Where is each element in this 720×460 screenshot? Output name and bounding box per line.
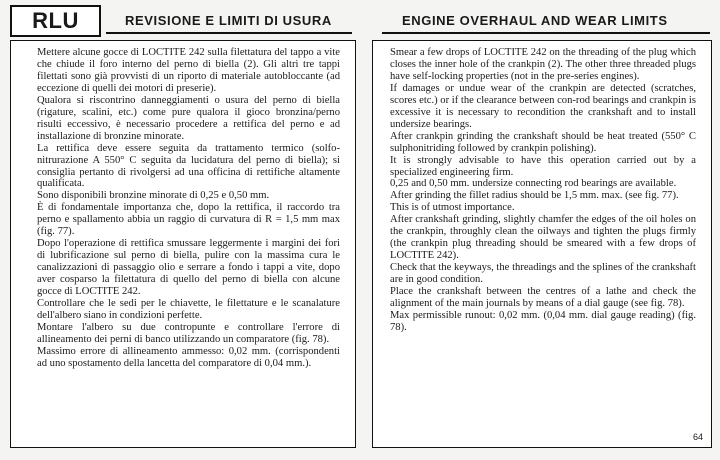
title-english-rule bbox=[382, 32, 710, 34]
title-english: ENGINE OVERHAUL AND WEAR LIMITS bbox=[402, 13, 668, 28]
page-number: 64 bbox=[692, 432, 703, 442]
italian-paragraph: Massimo errore di allineamento ammesso: 0,02 mm. (corrispondenti ad uno spostamento della lancetta del comparatore di 0,04 mm.). bbox=[37, 345, 340, 369]
english-paragraph: Smear a few drops of LOCTITE 242 on the threading of the plug which closes the inner hole of the crankpin (2). The other three threaded plugs have self-locking properties (not in the pre-series engines). bbox=[390, 47, 696, 82]
italian-paragraph: Dopo l'operazione di rettifica smussare leggermente i margini dei fori di lubrificazione sul perno di biella, pulire con la massima cura le canalizzazioni di passaggio olio e serrare a fondo i tappi a vite, dopo aver cosparso la filettatura di quello del perno di biella con alcune gocce di LOCTITE 242. bbox=[37, 238, 340, 298]
title-italian-rule bbox=[106, 32, 352, 34]
page-header bbox=[10, 5, 712, 35]
english-paragraph: If damages or undue wear of the crankpin are detected (scratches, scores etc.) or if the clearance between con-rod bearings and crankpin is excessive it is necessary to recondition the crankshaft and to install undersize bearings. bbox=[390, 82, 696, 130]
italian-paragraph: La rettifica deve essere seguita da trattamento termico (solfo-nitrurazione A 550° C seguita da lucidatura del perno di biella); si consiglia pertanto di rivolgersi ad una officina di rettifiche altamente qualificata. bbox=[37, 142, 340, 190]
italian-column bbox=[10, 40, 356, 448]
italian-text bbox=[37, 47, 340, 370]
english-paragraph: After grinding the fillet radius should be 1,5 mm. max. (see fig. 77). bbox=[390, 190, 679, 202]
section-code-badge: RLU bbox=[10, 5, 101, 37]
italian-paragraph: Controllare che le sedi per le chiavette, le filettature e le scanalature dell'albero siano in condizioni perfette. bbox=[37, 298, 340, 321]
italian-paragraph: È di fondamentale importanza che, dopo la rettifica, il raccordo tra perno e spallamento abbia un raggio di curvatura di R = 1,5 mm max (fig. 77). bbox=[37, 202, 340, 238]
english-paragraph: Place the crankshaft between the centres of a lathe and check the alignment of the main journals by means of a dial gauge (see fig. 78). bbox=[390, 286, 696, 310]
english-paragraph: It is strongly advisable to have this operation carried out by a specialized engineering firm. bbox=[390, 154, 696, 178]
english-text bbox=[390, 47, 696, 334]
english-paragraph: This is of utmost importance. bbox=[390, 202, 515, 214]
italian-paragraph: Qualora si riscontrino danneggiamenti o usura del perno di biella (rigature, scalini, etc.) come pure qualora il gioco bronzina/perno risulti eccessivo, è necessario procedere a rettifica del perno e ad installazione di bronzine minorate. bbox=[37, 94, 340, 142]
italian-paragraph: Sono disponibili bronzine minorate di 0,25 e 0,50 mm. bbox=[37, 190, 270, 202]
english-paragraph: Max permissible runout: 0,02 mm. (0,04 mm. dial gauge reading) (fig. 78). bbox=[390, 309, 696, 333]
english-paragraph: 0,25 and 0,50 mm. undersize connecting rod bearings are available. bbox=[390, 178, 677, 190]
italian-paragraph: Montare l'albero su due contropunte e controllare l'errore di allineamento dei perni di banco utilizzando un comparatore (fig. 78). bbox=[37, 321, 340, 345]
italian-paragraph: Mettere alcune gocce di LOCTITE 242 sulla filettatura del tappo a vite che chiude il foro interno del perno di biella (2). Gli altri tre tappi filettati sono già provvisti di un riporto di materiale autobloccante (ad eccezione di quelli dei motori di preserie). bbox=[37, 47, 340, 94]
english-paragraph: After crankshaft grinding, slightly chamfer the edges of the oil holes on the crankpin, throughly clean the oilways and tighten the plugs firmly (the crankpin plug threading should be smeared with a few drops of LOCTITE 242). bbox=[390, 214, 696, 262]
english-paragraph: Check that the keyways, the threadings and the splines of the crankshaft are in good condition. bbox=[390, 262, 696, 286]
english-paragraph: After crankpin grinding the crankshaft should be heat treated (550° C sulphonitriding followed by crankpin polishing). bbox=[390, 130, 696, 154]
title-italian: REVISIONE E LIMITI DI USURA bbox=[125, 13, 332, 28]
english-column bbox=[372, 40, 712, 448]
